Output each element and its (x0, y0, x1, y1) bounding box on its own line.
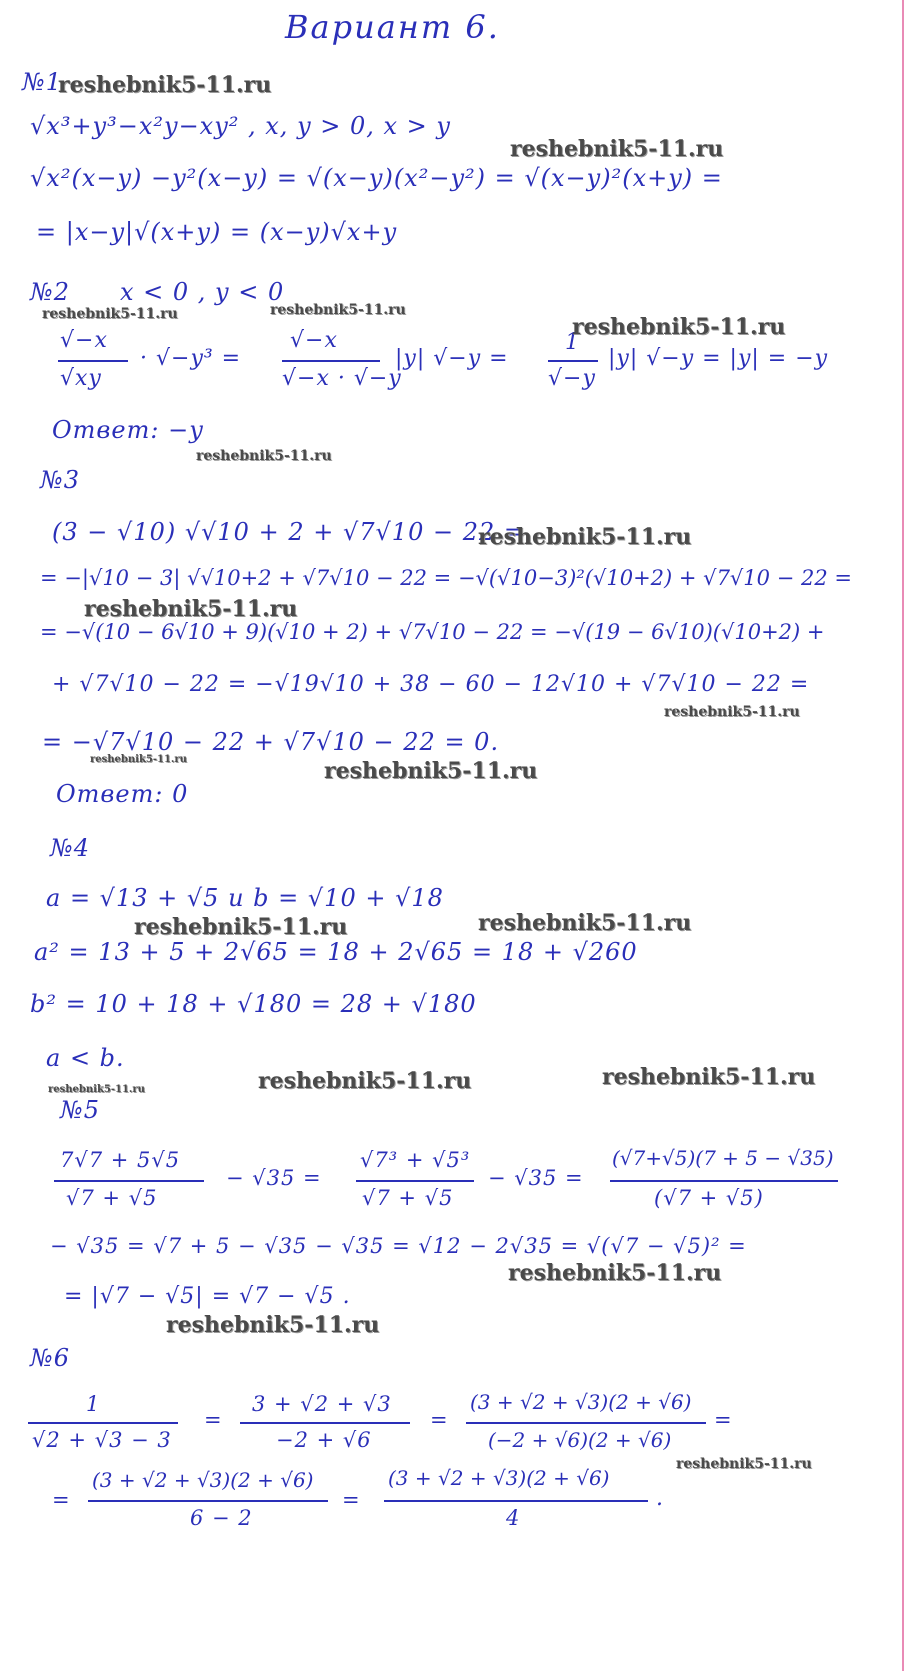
problem-5-num-1: 7√7 + 5√5 (60, 1148, 181, 1172)
problem-6-dot: . (656, 1486, 664, 1511)
problem-2-label: №2 (30, 278, 70, 306)
problem-5-num-3: (√7+√5)(7 + 5 − √35) (612, 1146, 834, 1170)
problem-6-num-5: (3 + √2 + √3)(2 + √6) (388, 1466, 610, 1490)
watermark: reshebnik5-11.ru (510, 136, 724, 162)
watermark: reshebnik5-11.ru (664, 704, 800, 720)
problem-2-frac-bar-2 (282, 360, 380, 362)
problem-6-den-5: 4 (506, 1506, 521, 1530)
watermark: reshebnik5-11.ru (478, 910, 692, 936)
problem-2-num-3: 1 (565, 330, 580, 355)
problem-6-num-3: (3 + √2 + √3)(2 + √6) (470, 1390, 692, 1414)
watermark: reshebnik5-11.ru (196, 448, 332, 464)
problem-3-answer: Ответ: 0 (56, 780, 189, 808)
watermark: reshebnik5-11.ru (572, 314, 786, 340)
watermark: reshebnik5-11.ru (676, 1456, 812, 1472)
problem-5-mid-1: − √35 = (226, 1166, 322, 1190)
watermark: reshebnik5-11.ru (324, 758, 538, 784)
problem-6-eq-2: = (430, 1408, 449, 1432)
problem-6-num-4: (3 + √2 + √3)(2 + √6) (92, 1468, 314, 1492)
problem-6-frac-bar-5 (384, 1500, 648, 1502)
problem-4-line-4: a < b. (46, 1044, 125, 1072)
notebook-margin-line (902, 0, 904, 1671)
watermark: reshebnik5-11.ru (602, 1064, 816, 1090)
problem-5-num-2: √7³ + √5³ (360, 1148, 471, 1172)
problem-1-line-3: = |x−y|√(x+y) = (x−y)√x+y (36, 218, 398, 246)
problem-5-den-3: (√7 + √5) (654, 1186, 764, 1210)
problem-6-num-1: 1 (86, 1392, 101, 1416)
watermark: reshebnik5-11.ru (90, 754, 187, 765)
problem-2-frac-bar-3 (548, 360, 598, 362)
problem-2-condition: x < 0 , y < 0 (120, 278, 285, 306)
problem-6-den-4: 6 − 2 (190, 1506, 253, 1530)
watermark: reshebnik5-11.ru (58, 72, 272, 98)
problem-6-frac-bar-4 (88, 1500, 328, 1502)
problem-2-answer: Ответ: −y (52, 416, 204, 444)
problem-2-den-2: √−x · √−y (282, 366, 402, 391)
problem-3-label: №3 (40, 466, 80, 494)
problem-6-eq-4: = (52, 1488, 71, 1512)
problem-6-den-2: −2 + √6 (276, 1428, 372, 1452)
problem-5-frac-bar-1 (54, 1180, 204, 1182)
problem-4-label: №4 (50, 834, 90, 862)
problem-3-line-5: = −√7√10 − 22 + √7√10 − 22 = 0. (42, 728, 500, 756)
watermark: reshebnik5-11.ru (134, 914, 348, 940)
watermark: reshebnik5-11.ru (166, 1312, 380, 1338)
problem-6-frac-bar-3 (466, 1422, 706, 1424)
problem-2-num-2: √−x (290, 328, 338, 353)
watermark: reshebnik5-11.ru (270, 302, 406, 318)
problem-5-mid-2: − √35 = (488, 1166, 584, 1190)
watermark: reshebnik5-11.ru (42, 306, 178, 322)
problem-5-den-2: √7 + √5 (362, 1186, 454, 1210)
problem-1-line-1: √x³+y³−x²y−xy² , x, y > 0, x > y (30, 112, 451, 140)
page-title: Вариант 6. (285, 8, 500, 46)
problem-4-line-2: a² = 13 + 5 + 2√65 = 18 + 2√65 = 18 + √260 (34, 938, 638, 966)
watermark: reshebnik5-11.ru (48, 1084, 145, 1095)
problem-6-eq-5: = (342, 1488, 361, 1512)
watermark: reshebnik5-11.ru (84, 596, 298, 622)
problem-6-eq-3: = (714, 1408, 733, 1432)
problem-5-den-1: √7 + √5 (66, 1186, 158, 1210)
problem-6-frac-bar-2 (240, 1422, 410, 1424)
problem-4-line-3: b² = 10 + 18 + √180 = 28 + √180 (30, 990, 477, 1018)
problem-2-num-1: √−x (60, 328, 108, 353)
problem-1-label: №1 (22, 68, 62, 96)
problem-5-frac-bar-2 (356, 1180, 474, 1182)
problem-2-frac-bar-1 (58, 360, 128, 362)
problem-5-frac-bar-3 (610, 1180, 838, 1182)
problem-2-den-3: √−y (548, 366, 596, 391)
problem-5-line-2: − √35 = √7 + 5 − √35 − √35 = √12 − 2√35 = √(√7 − √5)² = (50, 1234, 747, 1258)
problem-6-den-1: √2 + √3 − 3 (32, 1428, 172, 1452)
watermark: reshebnik5-11.ru (508, 1260, 722, 1286)
problem-5-line-3: = |√7 − √5| = √7 − √5 . (64, 1284, 351, 1309)
problem-3-line-3: = −√(10 − 6√10 + 9)(√10 + 2) + √7√10 − 22 = −√(19 − 6√10)(√10+2) + (40, 620, 825, 644)
problem-2-den-1: √xy (60, 366, 102, 391)
problem-5-label: №5 (60, 1096, 100, 1124)
problem-1-line-2: √x²(x−y) −y²(x−y) = √(x−y)(x²−y²) = √(x−y)²(x+y) = (30, 164, 723, 192)
problem-6-den-3: (−2 + √6)(2 + √6) (488, 1428, 672, 1452)
watermark: reshebnik5-11.ru (478, 524, 692, 550)
problem-3-line-1: (3 − √10) √√10 + 2 + √7√10 − 22 = (52, 518, 525, 546)
watermark: reshebnik5-11.ru (258, 1068, 472, 1094)
problem-2-tail: |y| √−y = |y| = −y (608, 346, 829, 371)
problem-6-num-2: 3 + √2 + √3 (252, 1392, 392, 1416)
problem-3-line-2: = −|√10 − 3| √√10+2 + √7√10 − 22 = −√(√10−3)²(√10+2) + √7√10 − 22 = (40, 566, 852, 590)
problem-6-label: №6 (30, 1344, 70, 1372)
problem-2-mid-1: · √−y³ = (140, 346, 242, 371)
problem-4-line-1: a = √13 + √5 и b = √10 + √18 (46, 884, 444, 912)
problem-6-frac-bar-1 (28, 1422, 178, 1424)
problem-2-mid-2: |y| √−y = (395, 346, 509, 371)
problem-3-line-4: + √7√10 − 22 = −√19√10 + 38 − 60 − 12√10 + √7√10 − 22 = (52, 672, 810, 697)
problem-6-eq-1: = (204, 1408, 223, 1432)
